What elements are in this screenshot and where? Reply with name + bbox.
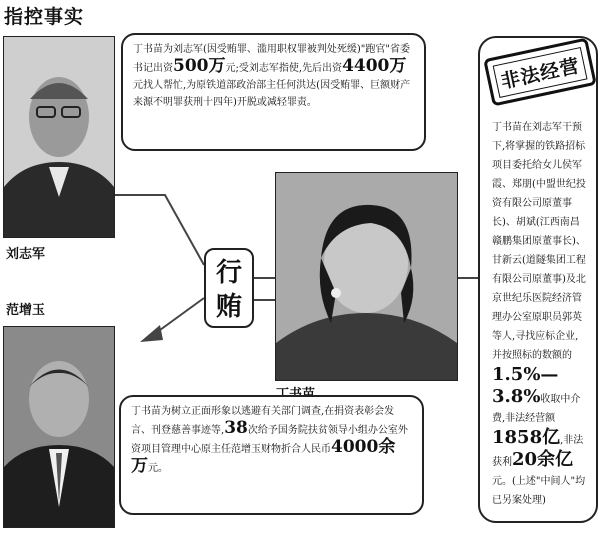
illegal-volume: 1858亿 xyxy=(492,427,561,448)
liu-zhijun-photo xyxy=(3,36,115,238)
bribe-fan-box xyxy=(119,395,424,515)
bribe-fan-count: 38 xyxy=(224,418,248,438)
bribe-liu-text-1: 丁书苗为刘志军(因受贿罪、滥用职权罪被判处死缓)"跑官"省委书记出资 xyxy=(133,44,411,74)
bribery-stamp xyxy=(204,248,254,328)
bribe-liu-amount-2: 4400万 xyxy=(342,56,407,76)
bribe-liu-text-2: 元;受刘志军指使,先后出资 xyxy=(225,63,343,74)
stamp-char-2: 贿 xyxy=(215,292,242,322)
illegal-text-1: 丁书苗在刘志军干预下,将掌握的铁路招标项目委托给女儿侯军霞、郑朋(中盟世纪投资有限公司原董事长)、胡斌(江西南昌赣鹏集团原董事长)、甘新云(道隧集团工程有限公司原董事)及北京世纪乐医院经济管理办公室原职员郭英等人,寻找应标企业,并按照标的数额的 xyxy=(492,122,586,361)
fan-zengyu-photo xyxy=(3,326,115,528)
page-title: 指控事实 xyxy=(4,6,85,28)
illegal-text-4: 元。(上述"中间人"均已另案处理) xyxy=(492,476,586,506)
bribe-fan-text-1: 丁书苗为树立正面形象以逃避有关部门调查,在捐资表彰会发言、刊登慈善事迹等, xyxy=(131,406,395,436)
illegal-business-box xyxy=(478,36,598,523)
bribe-fan-text-2: 次给予国务院扶贫领导小组办公室外资项目管理中心原主任范增玉财物折合人民币 xyxy=(131,425,408,455)
bribe-liu-amount-1: 500万 xyxy=(173,56,226,76)
ding-shumiao-photo xyxy=(275,172,458,381)
illegal-text-3: ,非法获利 xyxy=(492,435,584,468)
stamp-char-1: 行 xyxy=(215,258,242,288)
bribe-fan-text-3: 元。 xyxy=(148,463,168,474)
illegal-rate: 1.5%—3.8% xyxy=(492,364,559,407)
fan-zengyu-name: 范增玉 xyxy=(6,303,46,318)
illegal-text-2: 收取中介费,非法经营额 xyxy=(492,394,581,424)
illegal-business-tag-label: 非法经营 xyxy=(493,47,588,98)
liu-zhijun-name: 刘志军 xyxy=(6,247,46,262)
bribe-fan-amount: 4000余万 xyxy=(131,437,396,476)
bribe-liu-text-3: 元找人帮忙,为原铁道部政治部主任何洪达(因受贿罪、巨额财产来源不明罪获刑十四年)开脱或减轻罪责。 xyxy=(133,80,411,108)
illegal-profit: 20余亿 xyxy=(512,449,574,470)
bribe-liu-box xyxy=(121,33,426,151)
